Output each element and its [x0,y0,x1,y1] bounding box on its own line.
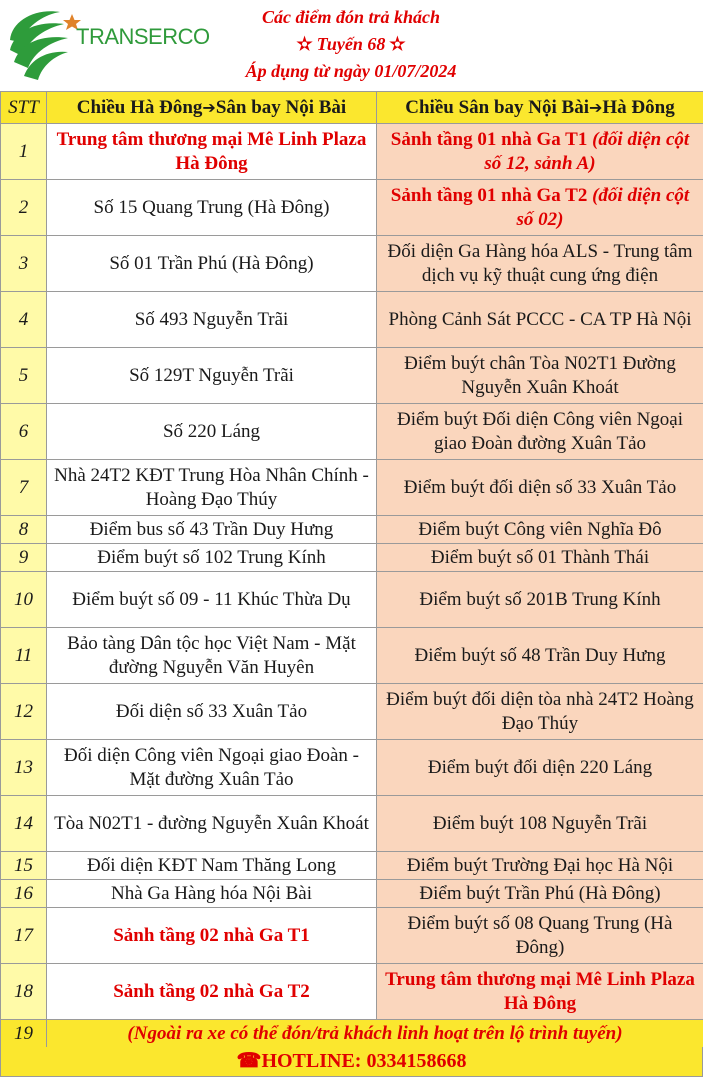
title-line-2 [196,31,506,58]
star-icon: ✫ [389,34,405,54]
col-a-from: Chiều Hà Đông [76,96,203,118]
stt-cell: 1 [1,124,47,180]
stt-cell: 8 [1,516,47,544]
stop-cell-b: Đối diện Ga Hàng hóa ALS - Trung tâm dịch vụ kỹ thuật cung ứng điện [377,236,703,292]
table-row [1,572,703,628]
stop-cell-a: Nhà Ga Hàng hóa Nội Bài [47,880,377,908]
footer-note: (Ngoài ra xe có thể đón/trả khách linh hoạt trên lộ trình tuyến) [47,1020,703,1048]
col-b-to: Hà Đông [602,96,675,118]
stop-cell-a: Bảo tàng Dân tộc học Việt Nam - Mặt đường Nguyễn Văn Huyên [47,628,377,684]
stop-cell-a: Số 493 Nguyễn Trãi [47,292,377,348]
phone-icon: ☎ [236,1050,262,1072]
stt-cell: 6 [1,404,47,460]
table-row [1,460,703,516]
stop-cell-a: Số 01 Trần Phú (Hà Đông) [47,236,377,292]
stt-cell: 15 [1,852,47,880]
table-footer-row [1,1020,703,1048]
stop-cell-b: Điểm buýt Trần Phú (Hà Đông) [377,880,703,908]
stt-cell: 19 [1,1020,47,1048]
table-row [1,292,703,348]
arrow-right-icon: ➔ [202,97,216,117]
title-line-1: Các điểm đón trả khách [261,7,440,27]
col-b-from: Chiều Sân bay Nội Bài [405,96,589,118]
stop-cell-a: Số 129T Nguyễn Trãi [47,348,377,404]
table-row [1,180,703,236]
stop-cell-a: Trung tâm thương mại Mê Linh Plaza Hà Đông [47,124,377,180]
table-row [1,236,703,292]
col-header-direction-b [377,92,703,124]
stt-cell: 10 [1,572,47,628]
table-row [1,880,703,908]
stop-cell-a: Số 15 Quang Trung (Hà Đông) [47,180,377,236]
stop-cell-b [377,124,703,180]
stop-b-note: (đối diện cột số 02) [516,184,690,230]
table-row [1,124,703,180]
stt-cell: 12 [1,684,47,740]
stop-cell-a: Đối diện số 33 Xuân Tảo [47,684,377,740]
table-row [1,908,703,964]
table-header-row [1,92,703,124]
stop-cell-b: Điểm buýt đối diện số 33 Xuân Tảo [377,460,703,516]
table-row [1,852,703,880]
table-row [1,684,703,740]
table-row [1,964,703,1020]
stt-cell: 4 [1,292,47,348]
stt-cell: 5 [1,348,47,404]
header [0,0,703,91]
title-line-3: Áp dụng từ ngày 01/07/2024 [245,61,457,81]
stop-cell-b: Phòng Cảnh Sát PCCC - CA TP Hà Nội [377,292,703,348]
stop-cell-a: Đối diện Công viên Ngoại giao Đoàn - Mặt đường Xuân Tảo [47,740,377,796]
stop-b-main: Sảnh tầng 01 nhà Ga T2 [390,184,588,206]
stop-cell-b: Điểm buýt Công viên Nghĩa Đô [377,516,703,544]
table-row [1,516,703,544]
stop-cell-a: Điểm buýt số 09 - 11 Khúc Thừa Dụ [47,572,377,628]
stop-cell-a: Số 220 Láng [47,404,377,460]
table-row [1,796,703,852]
table-row [1,628,703,684]
arrow-right-icon: ➔ [589,97,603,117]
stop-cell-a: Điểm bus số 43 Trần Duy Hưng [47,516,377,544]
stt-cell: 14 [1,796,47,852]
stop-cell-a: Tòa N02T1 - đường Nguyễn Xuân Khoát [47,796,377,852]
stop-cell-b: Điểm buýt số 08 Quang Trung (Hà Đông) [377,908,703,964]
hotline-bar [0,1047,703,1077]
stop-cell-b: Điểm buýt Trường Đại học Hà Nội [377,852,703,880]
route-name: Tuyến 68 [316,34,386,54]
stop-cell-b: Điểm buýt Đối diện Công viên Ngoại giao Đoàn đường Xuân Tảo [377,404,703,460]
stt-cell: 3 [1,236,47,292]
stop-cell-a: Đối diện KĐT Nam Thăng Long [47,852,377,880]
transerco-logo-icon [6,6,86,84]
star-icon: ✫ [296,34,313,54]
col-header-stt: STT [1,92,47,124]
col-a-to: Sân bay Nội Bài [215,96,347,118]
hotline-label: HOTLINE: 0334158668 [261,1050,467,1072]
stt-cell: 17 [1,908,47,964]
stop-cell-b: Điểm buýt số 201B Trung Kính [377,572,703,628]
stop-cell-b: Điểm buýt số 01 Thành Thái [377,544,703,572]
stop-cell-a: Sảnh tầng 02 nhà Ga T2 [47,964,377,1020]
stops-table [0,91,703,1048]
stt-cell: 9 [1,544,47,572]
logo-wordmark: TRANSERCO [76,24,210,49]
stop-cell-b: Trung tâm thương mại Mê Linh Plaza Hà Đông [377,964,703,1020]
title-block [196,4,506,85]
stop-cell-b: Điểm buýt đối diện tòa nhà 24T2 Hoàng Đạo Thúy [377,684,703,740]
table-row [1,404,703,460]
table-row [1,740,703,796]
table-row [1,544,703,572]
stop-b-main: Sảnh tầng 01 nhà Ga T1 [390,128,588,150]
stt-cell: 2 [1,180,47,236]
stt-cell: 18 [1,964,47,1020]
stop-cell-b [377,180,703,236]
stt-cell: 11 [1,628,47,684]
stop-cell-a: Điểm buýt số 102 Trung Kính [47,544,377,572]
table-row [1,348,703,404]
stop-cell-a: Sảnh tầng 02 nhà Ga T1 [47,908,377,964]
stop-cell-a: Nhà 24T2 KĐT Trung Hòa Nhân Chính - Hoàng Đạo Thúy [47,460,377,516]
col-header-direction-a [47,92,377,124]
stop-cell-b: Điểm buýt 108 Nguyễn Trãi [377,796,703,852]
stt-cell: 16 [1,880,47,908]
stop-cell-b: Điểm buýt số 48 Trần Duy Hưng [377,628,703,684]
stt-cell: 7 [1,460,47,516]
stop-cell-b: Điểm buýt đối diện 220 Láng [377,740,703,796]
stop-cell-b: Điểm buýt chân Tòa N02T1 Đường Nguyễn Xuân Khoát [377,348,703,404]
stop-b-note: (đối diện cột số 12, sảnh A) [484,128,690,174]
stt-cell: 13 [1,740,47,796]
